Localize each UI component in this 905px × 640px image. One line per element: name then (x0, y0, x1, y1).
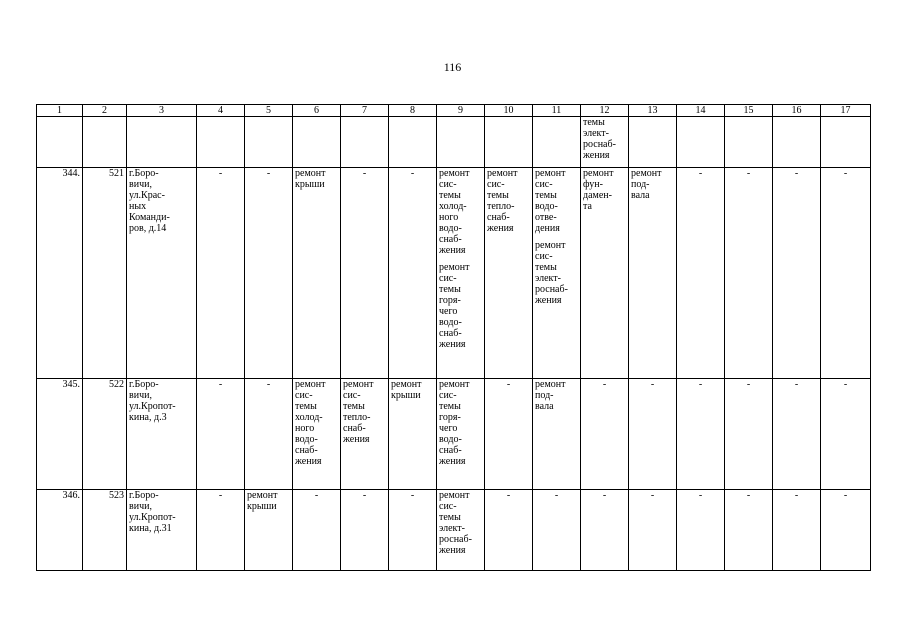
empty-mark: - (218, 490, 223, 501)
column-number: 11 (533, 105, 581, 117)
column-number: 13 (629, 105, 677, 117)
empty-mark: - (698, 490, 703, 501)
cell-text: элект- (439, 523, 465, 534)
cell-text: сис- (487, 179, 505, 190)
table-cell (533, 168, 581, 379)
table-cell (245, 379, 293, 490)
table-cell (341, 117, 389, 168)
cell-text: ремонт (631, 168, 662, 179)
empty-mark: - (362, 490, 367, 501)
table-cell (437, 168, 485, 379)
empty-mark: - (843, 168, 848, 179)
cell-text: жения (439, 456, 466, 467)
cell-text: снаб- (343, 423, 366, 434)
cell-text: ного (295, 423, 315, 434)
cell-text: водо- (439, 317, 462, 328)
table-row (37, 168, 871, 379)
page-number: 116 (443, 60, 462, 74)
cell-text: ремонт (247, 490, 278, 501)
address-line: ул.Крас- (129, 190, 165, 201)
cell-text: отве- (535, 212, 557, 223)
table-cell (437, 379, 485, 490)
table-cell (773, 168, 821, 379)
table-cell (245, 168, 293, 379)
address-line: кина, д.3 (129, 412, 167, 423)
empty-mark: - (266, 379, 271, 390)
cell-text: темы (343, 401, 365, 412)
table-cell (37, 490, 83, 571)
work-item (439, 262, 482, 350)
empty-mark: - (410, 490, 415, 501)
table-cell (245, 490, 293, 571)
column-number: 17 (821, 105, 871, 117)
cell-text: под- (535, 390, 554, 401)
cell-text: холод- (295, 412, 323, 423)
cell-text: сис- (439, 273, 457, 284)
table-cell (677, 490, 725, 571)
work-item (247, 490, 290, 512)
work-item (295, 379, 338, 467)
table-cell (389, 379, 437, 490)
cell-text: снаб- (439, 328, 462, 339)
table-cell (293, 168, 341, 379)
cell-text: чего (439, 423, 458, 434)
cell-text: роснаб- (583, 139, 616, 150)
repair-schedule-table (36, 104, 871, 571)
cell-text: ремонт (439, 168, 470, 179)
cell-text: вала (535, 401, 554, 412)
row-number: 345. (62, 379, 80, 390)
table-cell (533, 117, 581, 168)
cell-text: ремонт (535, 379, 566, 390)
table-cell (821, 117, 871, 168)
table-cell (37, 168, 83, 379)
table-cell (821, 379, 871, 490)
cell-text: холод- (439, 201, 467, 212)
cell-text: крыши (295, 179, 325, 190)
column-number: 7 (341, 105, 389, 117)
empty-mark: - (843, 490, 848, 501)
cell-text: водо- (439, 434, 462, 445)
work-item (439, 168, 482, 256)
table-cell (37, 117, 83, 168)
column-number: 10 (485, 105, 533, 117)
table-cell (83, 490, 127, 571)
cell-text: темы (583, 117, 605, 128)
object-id: 521 (109, 168, 124, 179)
work-item (583, 168, 626, 212)
row-number: 344. (62, 168, 80, 179)
table-cell (437, 117, 485, 168)
cell-text: фун- (583, 179, 603, 190)
table-cell (197, 168, 245, 379)
table-cell (83, 117, 127, 168)
cell-text: водо- (439, 223, 462, 234)
cell-text: ремонт (583, 168, 614, 179)
address-line: г.Боро- (129, 490, 159, 501)
empty-mark: - (314, 490, 319, 501)
cell-text: жения (295, 456, 322, 467)
continuation-row (37, 117, 871, 168)
address-line: вичи, (129, 179, 152, 190)
table-cell (127, 379, 197, 490)
cell-text: горя- (439, 412, 461, 423)
cell-text: жения (583, 150, 610, 161)
address-line: г.Боро- (129, 168, 159, 179)
table-cell (677, 117, 725, 168)
column-number-row (37, 105, 871, 117)
table-cell (773, 490, 821, 571)
empty-mark: - (650, 490, 655, 501)
cell-text: темы (439, 512, 461, 523)
table-cell (37, 379, 83, 490)
table-cell (533, 379, 581, 490)
table-cell (581, 168, 629, 379)
address-line: ров, д.14 (129, 223, 167, 234)
cell-text: темы (487, 190, 509, 201)
object-id: 523 (109, 490, 124, 501)
table-cell (389, 117, 437, 168)
table-cell (773, 379, 821, 490)
address-line: Команди- (129, 212, 170, 223)
cell-text: элект- (535, 273, 561, 284)
work-item (631, 168, 674, 201)
table-cell (821, 490, 871, 571)
empty-mark: - (218, 379, 223, 390)
empty-mark: - (410, 168, 415, 179)
table-cell (127, 490, 197, 571)
cell-text: снаб- (439, 445, 462, 456)
cell-text: темы (535, 190, 557, 201)
cell-text: под- (631, 179, 650, 190)
cell-text: ремонт (535, 240, 566, 251)
column-number: 8 (389, 105, 437, 117)
cell-text: жения (439, 545, 466, 556)
cell-text: снаб- (487, 212, 510, 223)
table-cell (437, 490, 485, 571)
table-cell (293, 117, 341, 168)
cell-text: элект- (583, 128, 609, 139)
cell-text: роснаб- (439, 534, 472, 545)
cell-text: сис- (439, 501, 457, 512)
table-cell (197, 379, 245, 490)
cell-text: водо- (535, 201, 558, 212)
cell-text: сис- (535, 251, 553, 262)
table-cell (485, 490, 533, 571)
table-cell (293, 379, 341, 490)
table-row (37, 379, 871, 490)
cell-text: сис- (535, 179, 553, 190)
empty-mark: - (698, 168, 703, 179)
work-item (391, 379, 434, 401)
address-line: кина, д.31 (129, 523, 172, 534)
column-number: 3 (127, 105, 197, 117)
table-cell (245, 117, 293, 168)
empty-mark: - (746, 490, 751, 501)
cell-text: водо- (295, 434, 318, 445)
cell-text: дения (535, 223, 560, 234)
cell-text: ремонт (535, 168, 566, 179)
address-line: ул.Кропот- (129, 512, 176, 523)
empty-mark: - (746, 168, 751, 179)
row-number: 346. (62, 490, 80, 501)
cell-text: темы (439, 401, 461, 412)
column-number: 4 (197, 105, 245, 117)
table-cell (341, 168, 389, 379)
address-line: вичи, (129, 390, 152, 401)
work-item (439, 379, 482, 467)
cell-text: сис- (439, 390, 457, 401)
cell-text: горя- (439, 295, 461, 306)
table-cell (127, 168, 197, 379)
table-cell (389, 168, 437, 379)
address-line: ных (129, 201, 147, 212)
table-cell (725, 379, 773, 490)
empty-mark: - (794, 168, 799, 179)
table-cell (581, 117, 629, 168)
table-cell (341, 490, 389, 571)
table-cell (581, 490, 629, 571)
work-item (487, 168, 530, 234)
table-cell (197, 117, 245, 168)
cell-text: темы (535, 262, 557, 273)
work-item (343, 379, 386, 445)
column-number: 1 (37, 105, 83, 117)
cell-text: роснаб- (535, 284, 568, 295)
table-cell (485, 117, 533, 168)
table-cell (629, 168, 677, 379)
cell-text: снаб- (439, 234, 462, 245)
table-row (37, 490, 871, 571)
table-cell (725, 117, 773, 168)
cell-text: снаб- (295, 445, 318, 456)
table-cell (677, 168, 725, 379)
cell-text: сис- (295, 390, 313, 401)
empty-mark: - (650, 379, 655, 390)
cell-text: ремонт (295, 379, 326, 390)
address-line: вичи, (129, 501, 152, 512)
table-cell (821, 168, 871, 379)
table-cell (629, 490, 677, 571)
column-number: 6 (293, 105, 341, 117)
cell-text: жения (439, 245, 466, 256)
empty-mark: - (362, 168, 367, 179)
work-item (295, 168, 338, 190)
work-item (535, 240, 578, 306)
empty-mark: - (554, 490, 559, 501)
table-cell (725, 490, 773, 571)
column-number: 15 (725, 105, 773, 117)
cell-text: жения (535, 295, 562, 306)
table-cell (677, 379, 725, 490)
table-cell (629, 379, 677, 490)
empty-mark: - (266, 168, 271, 179)
column-number: 9 (437, 105, 485, 117)
cell-text: темы (295, 401, 317, 412)
empty-mark: - (506, 490, 511, 501)
table-cell (127, 117, 197, 168)
cell-text: темы (439, 190, 461, 201)
table-cell (725, 168, 773, 379)
table-cell (485, 168, 533, 379)
cell-text: та (583, 201, 592, 212)
empty-mark: - (218, 168, 223, 179)
table-cell (83, 168, 127, 379)
table-cell (629, 117, 677, 168)
column-number: 2 (83, 105, 127, 117)
cell-text: крыши (391, 390, 421, 401)
cell-text: тепло- (343, 412, 371, 423)
cell-text: чего (439, 306, 458, 317)
cell-text: ремонт (487, 168, 518, 179)
cell-text: тепло- (487, 201, 515, 212)
empty-mark: - (698, 379, 703, 390)
empty-mark: - (843, 379, 848, 390)
cell-text: ремонт (439, 490, 470, 501)
cell-text: ремонт (391, 379, 422, 390)
cell-text: темы (439, 284, 461, 295)
table-cell (773, 117, 821, 168)
cell-text: крыши (247, 501, 277, 512)
cell-text: ремонт (439, 262, 470, 273)
object-id: 522 (109, 379, 124, 390)
work-item (439, 490, 482, 556)
table-cell (341, 379, 389, 490)
column-number: 12 (581, 105, 629, 117)
table-cell (485, 379, 533, 490)
cell-text: ремонт (439, 379, 470, 390)
empty-mark: - (746, 379, 751, 390)
cell-text: ного (439, 212, 459, 223)
cell-text: сис- (439, 179, 457, 190)
empty-mark: - (602, 379, 607, 390)
cell-text: вала (631, 190, 650, 201)
cell-text: жения (439, 339, 466, 350)
table-cell (293, 490, 341, 571)
table-cell (581, 379, 629, 490)
table-cell (83, 379, 127, 490)
empty-mark: - (602, 490, 607, 501)
cell-text: ремонт (343, 379, 374, 390)
column-number: 16 (773, 105, 821, 117)
cell-text: дамен- (583, 190, 612, 201)
column-number: 5 (245, 105, 293, 117)
cell-text: жения (487, 223, 514, 234)
work-item (535, 168, 578, 234)
table-cell (197, 490, 245, 571)
work-item (535, 379, 578, 412)
address-line: ул.Кропот- (129, 401, 176, 412)
empty-mark: - (794, 379, 799, 390)
table-cell (389, 490, 437, 571)
cell-text: ремонт (295, 168, 326, 179)
table-cell (533, 490, 581, 571)
column-number: 14 (677, 105, 725, 117)
empty-mark: - (794, 490, 799, 501)
empty-mark: - (506, 379, 511, 390)
cell-text: жения (343, 434, 370, 445)
address-line: г.Боро- (129, 379, 159, 390)
cell-text: сис- (343, 390, 361, 401)
